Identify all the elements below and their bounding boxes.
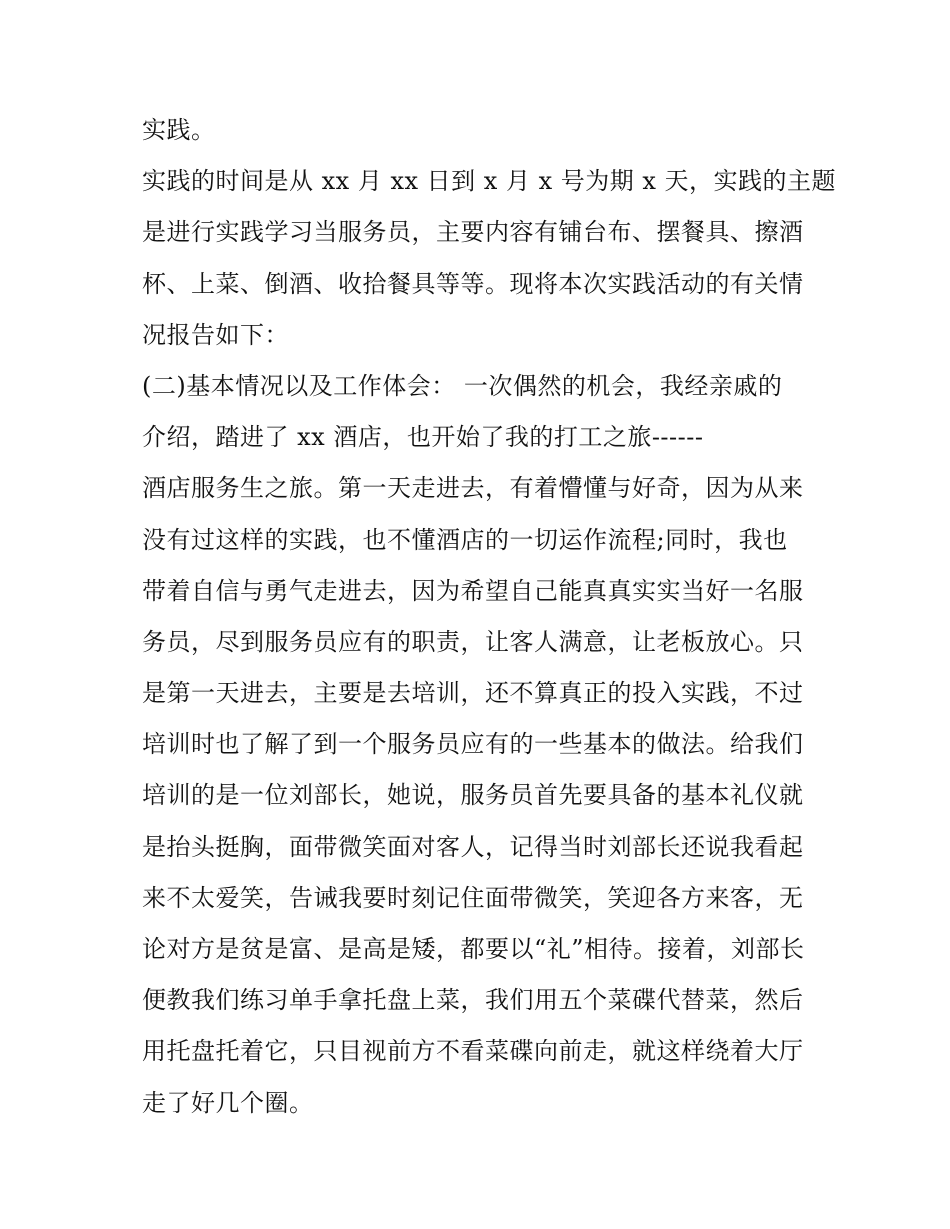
text-line: 介绍，踏进了 xx 酒店，也开始了我的打工之旅------ <box>142 423 704 452</box>
document-body <box>142 108 837 1132</box>
text-line: 务员，尽到服务员应有的职责，让客人满意，让老板放心。只 <box>142 627 804 656</box>
text-line: 酒店服务生之旅。第一天走进去，有着懵懂与好奇，因为从来 <box>142 474 804 503</box>
text-line: 培训的是一位刘部长，她说，服务员首先要具备的基本礼仪就 <box>142 781 804 810</box>
text-line: 来不太爱笑，告诫我要时刻记住面带微笑，笑迎各方来客，无 <box>142 883 804 912</box>
text-line: 没有过这样的实践，也不懂酒店的一切运作流程;同时，我也 <box>142 525 788 554</box>
text-line: 便教我们练习单手拿托盘上菜，我们用五个菜碟代替菜，然后 <box>142 986 804 1015</box>
text-line: 实践。 <box>142 116 216 144</box>
text-line: 是进行实践学习当服务员，主要内容有铺台布、摆餐具、擦酒 <box>142 218 804 247</box>
text-line: 走了好几个圈。 <box>142 1088 314 1117</box>
text-line: 况报告如下： <box>142 320 289 349</box>
text-line: 实践的时间是从 xx 月 xx 日到 x 月 x 号为期 x 天，实践的主题 <box>142 167 837 196</box>
text-line: 用托盘托着它，只目视前方不看菜碟向前走，就这样绕着大厅 <box>142 1037 804 1066</box>
text-line: 是抬头挺胸，面带微笑面对客人，记得当时刘部长还说我看起 <box>142 832 804 861</box>
text-line: 带着自信与勇气走进去，因为希望自己能真真实实当好一名服 <box>142 576 804 605</box>
text-line: 是第一天进去，主要是去培训，还不算真正的投入实践，不过 <box>142 679 804 708</box>
text-line: (二)基本情况以及工作体会： 一次偶然的机会，我经亲戚的 <box>142 371 783 400</box>
text-line: 论对方是贫是富、是高是矮，都要以“礼”相待。接着，刘部长 <box>142 935 805 963</box>
text-line: 杯、上菜、倒酒、收拾餐具等等。现将本次实践活动的有关情 <box>142 269 804 298</box>
text-line: 培训时也了解了到一个服务员应有的一些基本的做法。给我们 <box>142 730 804 759</box>
